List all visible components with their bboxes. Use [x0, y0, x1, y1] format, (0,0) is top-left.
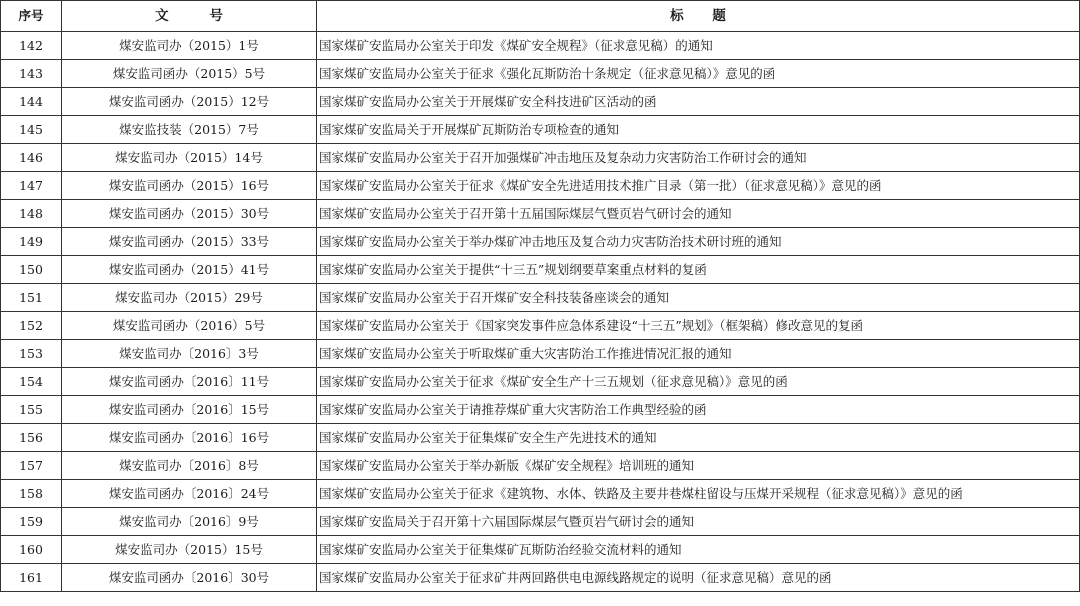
row-title: 国家煤矿安监局办公室关于召开第十五届国际煤层气暨页岩气研讨会的通知 — [317, 200, 1080, 228]
header-title: 标 题 — [317, 1, 1080, 32]
row-seq: 142 — [1, 32, 62, 60]
row-seq: 154 — [1, 368, 62, 396]
table-row — [1, 564, 1080, 592]
table-row — [1, 200, 1080, 228]
row-seq: 147 — [1, 172, 62, 200]
table-row — [1, 116, 1080, 144]
header-seq: 序号 — [1, 1, 62, 32]
row-doc-number: 煤安监司办（2015）14号 — [62, 144, 317, 172]
row-seq: 150 — [1, 256, 62, 284]
row-title: 国家煤矿安监局办公室关于举办煤矿冲击地压及复合动力灾害防治技术研讨班的通知 — [317, 228, 1080, 256]
row-title: 国家煤矿安监局办公室关于开展煤矿安全科技进矿区活动的函 — [317, 88, 1080, 116]
table-row — [1, 368, 1080, 396]
row-title: 国家煤矿安监局办公室关于《国家突发事件应急体系建设“十三五”规划》（框架稿）修改意见的复函 — [317, 312, 1080, 340]
table-row — [1, 340, 1080, 368]
table-row — [1, 284, 1080, 312]
table-row — [1, 172, 1080, 200]
row-seq: 156 — [1, 424, 62, 452]
row-seq: 148 — [1, 200, 62, 228]
row-seq: 160 — [1, 536, 62, 564]
row-title: 国家煤矿安监局办公室关于召开加强煤矿冲击地压及复杂动力灾害防治工作研讨会的通知 — [317, 144, 1080, 172]
row-title: 国家煤矿安监局办公室关于征集煤矿安全生产先进技术的通知 — [317, 424, 1080, 452]
row-doc-number: 煤安监司办（2015）15号 — [62, 536, 317, 564]
table-row — [1, 32, 1080, 60]
row-seq: 158 — [1, 480, 62, 508]
table-body — [1, 32, 1080, 592]
table-row — [1, 424, 1080, 452]
row-title: 国家煤矿安监局关于开展煤矿瓦斯防治专项检查的通知 — [317, 116, 1080, 144]
row-seq: 161 — [1, 564, 62, 592]
row-title: 国家煤矿安监局办公室关于提供“十三五”规划纲要草案重点材料的复函 — [317, 256, 1080, 284]
table-row — [1, 144, 1080, 172]
row-title: 国家煤矿安监局办公室关于征求《建筑物、水体、铁路及主要井巷煤柱留设与压煤开采规程（征求意见稿）》意见的函 — [317, 480, 1080, 508]
row-doc-number: 煤安监司办〔2016〕3号 — [62, 340, 317, 368]
row-seq: 145 — [1, 116, 62, 144]
row-doc-number: 煤安监司函办（2015）12号 — [62, 88, 317, 116]
row-seq: 143 — [1, 60, 62, 88]
table-row — [1, 396, 1080, 424]
table-row — [1, 452, 1080, 480]
row-title: 国家煤矿安监局办公室关于印发《煤矿安全规程》（征求意见稿）的通知 — [317, 32, 1080, 60]
header-doc-number: 文 号 — [62, 1, 317, 32]
row-doc-number: 煤安监司办（2015）29号 — [62, 284, 317, 312]
row-doc-number: 煤安监司函办〔2016〕15号 — [62, 396, 317, 424]
row-doc-number: 煤安监司函办〔2016〕30号 — [62, 564, 317, 592]
row-doc-number: 煤安监司函办〔2016〕16号 — [62, 424, 317, 452]
row-title: 国家煤矿安监局办公室关于听取煤矿重大灾害防治工作推进情况汇报的通知 — [317, 340, 1080, 368]
row-title: 国家煤矿安监局办公室关于征集煤矿瓦斯防治经验交流材料的通知 — [317, 536, 1080, 564]
row-doc-number: 煤安监司函办（2015）33号 — [62, 228, 317, 256]
table-header — [1, 1, 1080, 32]
row-seq: 153 — [1, 340, 62, 368]
table-row — [1, 88, 1080, 116]
table-row — [1, 256, 1080, 284]
table-row — [1, 536, 1080, 564]
row-title: 国家煤矿安监局办公室关于请推荐煤矿重大灾害防治工作典型经验的函 — [317, 396, 1080, 424]
table-row — [1, 480, 1080, 508]
row-seq: 149 — [1, 228, 62, 256]
row-doc-number: 煤安监司函办（2016）5号 — [62, 312, 317, 340]
row-seq: 155 — [1, 396, 62, 424]
row-seq: 146 — [1, 144, 62, 172]
row-doc-number: 煤安监司办（2015）1号 — [62, 32, 317, 60]
row-doc-number: 煤安监司办〔2016〕8号 — [62, 452, 317, 480]
row-doc-number: 煤安监司办〔2016〕9号 — [62, 508, 317, 536]
row-title: 国家煤矿安监局办公室关于征求《强化瓦斯防治十条规定（征求意见稿）》意见的函 — [317, 60, 1080, 88]
row-seq: 152 — [1, 312, 62, 340]
row-title: 国家煤矿安监局办公室关于征求《煤矿安全生产十三五规划（征求意见稿）》意见的函 — [317, 368, 1080, 396]
row-title: 国家煤矿安监局办公室关于征求《煤矿安全先进适用技术推广目录（第一批）（征求意见稿）》意见的函 — [317, 172, 1080, 200]
table-row — [1, 312, 1080, 340]
row-doc-number: 煤安监司函办（2015）41号 — [62, 256, 317, 284]
row-doc-number: 煤安监司函办（2015）30号 — [62, 200, 317, 228]
row-doc-number: 煤安监司函办〔2016〕11号 — [62, 368, 317, 396]
header-row — [1, 1, 1080, 32]
table-row — [1, 508, 1080, 536]
row-seq: 157 — [1, 452, 62, 480]
row-doc-number: 煤安监司函办〔2016〕24号 — [62, 480, 317, 508]
row-title: 国家煤矿安监局办公室关于召开煤矿安全科技装备座谈会的通知 — [317, 284, 1080, 312]
table-row — [1, 228, 1080, 256]
row-doc-number: 煤安监技装（2015）7号 — [62, 116, 317, 144]
table-row — [1, 60, 1080, 88]
row-title: 国家煤矿安监局办公室关于举办新版《煤矿安全规程》培训班的通知 — [317, 452, 1080, 480]
row-seq: 159 — [1, 508, 62, 536]
row-doc-number: 煤安监司函办（2015）16号 — [62, 172, 317, 200]
row-doc-number: 煤安监司函办（2015）5号 — [62, 60, 317, 88]
row-title: 国家煤矿安监局办公室关于征求矿井两回路供电电源线路规定的说明（征求意见稿）意见的函 — [317, 564, 1080, 592]
row-title: 国家煤矿安监局关于召开第十六届国际煤层气暨页岩气研讨会的通知 — [317, 508, 1080, 536]
row-seq: 151 — [1, 284, 62, 312]
row-seq: 144 — [1, 88, 62, 116]
